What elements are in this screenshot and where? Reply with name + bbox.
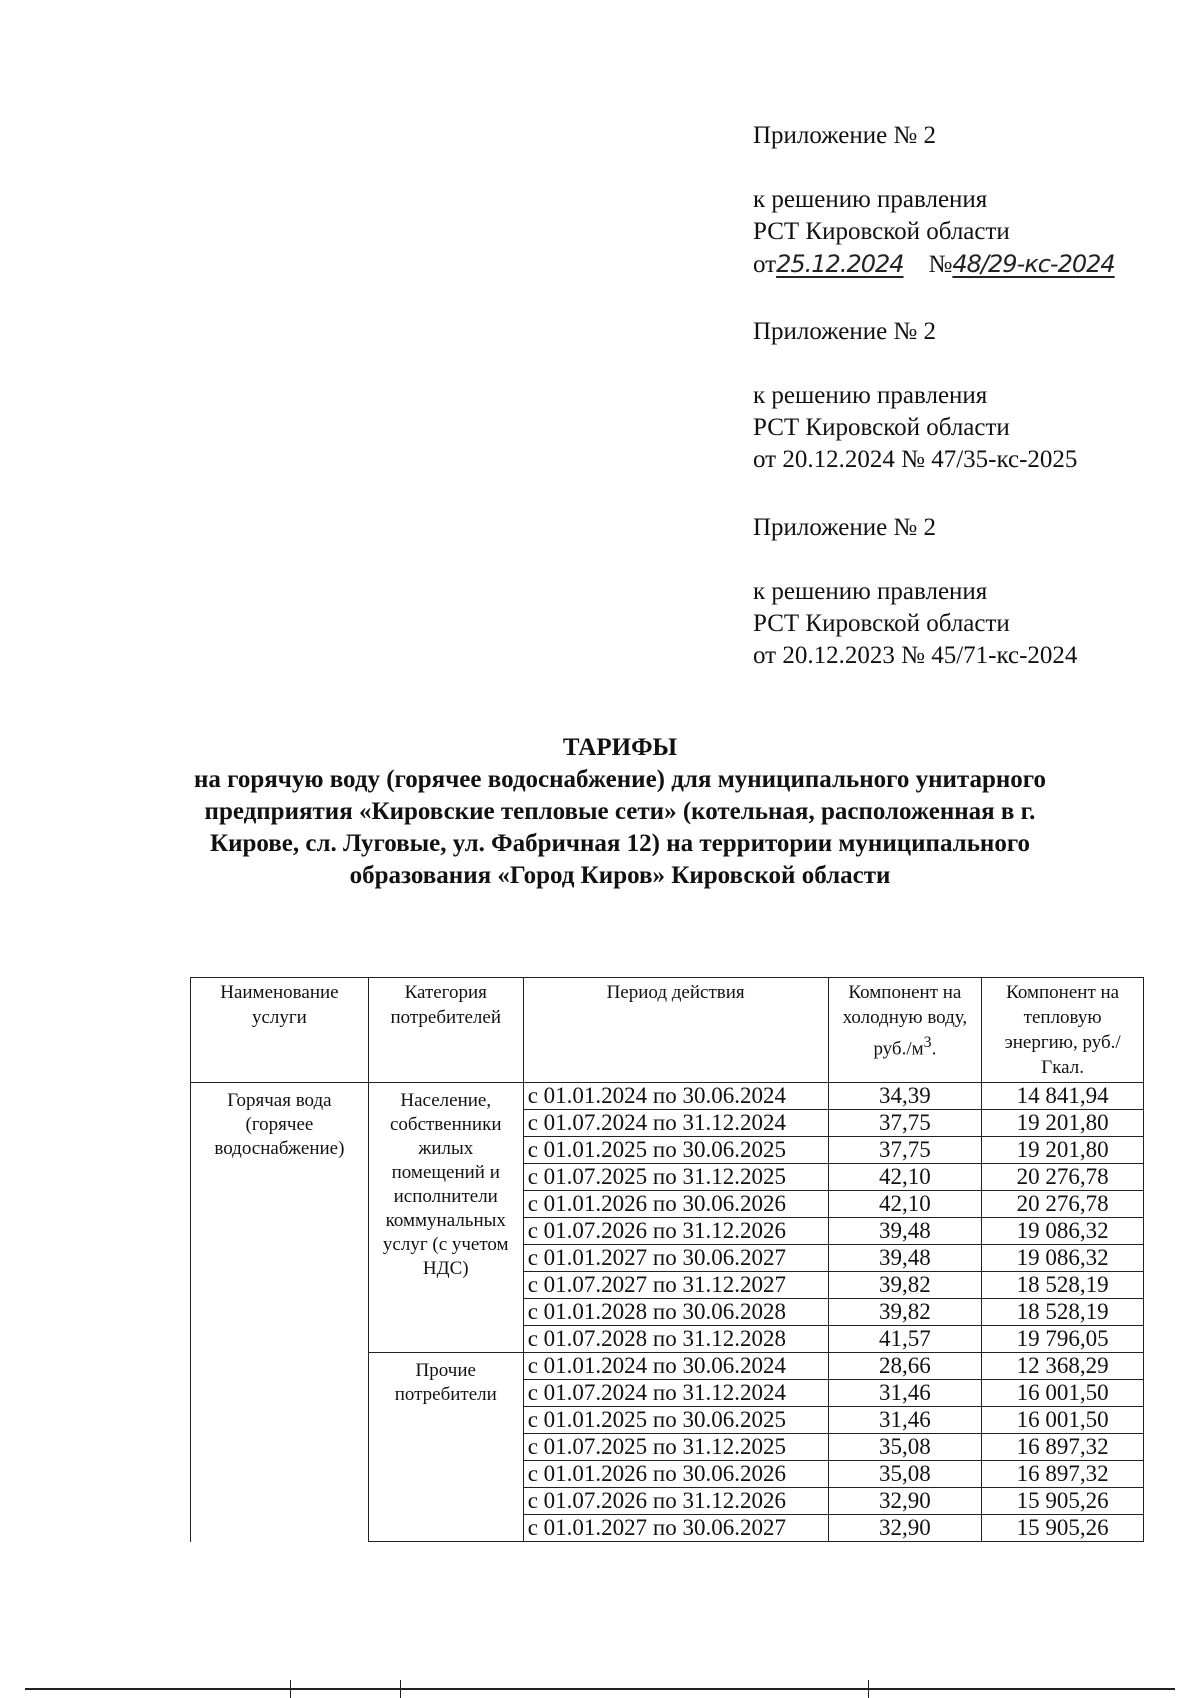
document-heading	[190, 732, 1050, 892]
period-cell: с 01.07.2026 по 31.12.2026	[523, 1218, 828, 1245]
period-cell: с 01.01.2027 по 30.06.2027	[523, 1515, 828, 1542]
appendix-line: к решению правления	[753, 578, 988, 605]
footer-tick	[290, 1680, 291, 1698]
category-cell: Прочие потребители	[368, 1353, 523, 1542]
cold-water-cell: 35,08	[828, 1461, 982, 1488]
heat-cell: 16 001,50	[982, 1380, 1144, 1407]
footer-tick	[400, 1680, 401, 1698]
table-body	[191, 1083, 1144, 1542]
period-cell: с 01.07.2028 по 31.12.2028	[523, 1326, 828, 1353]
appendix-title: Приложение № 2	[753, 514, 937, 541]
period-cell: с 01.07.2026 по 31.12.2026	[523, 1488, 828, 1515]
header-heat: Компонент на тепловую энергию, руб./Гкал.	[982, 978, 1144, 1083]
heat-cell: 18 528,19	[982, 1272, 1144, 1299]
heat-cell: 19 201,80	[982, 1110, 1144, 1137]
period-cell: с 01.07.2025 по 31.12.2025	[523, 1164, 828, 1191]
period-cell: с 01.07.2025 по 31.12.2025	[523, 1434, 828, 1461]
appendix-line: от 20.12.2024 № 47/35-кс-2025	[753, 446, 1078, 473]
heat-cell: 18 528,19	[982, 1299, 1144, 1326]
period-cell: с 01.01.2024 по 30.06.2024	[523, 1353, 828, 1380]
cold-water-cell: 39,48	[828, 1218, 982, 1245]
heading-title: ТАРИФЫ	[562, 734, 678, 761]
period-cell: с 01.01.2025 по 30.06.2025	[523, 1137, 828, 1164]
period-cell: с 01.01.2026 по 30.06.2026	[523, 1461, 828, 1488]
heat-cell: 12 368,29	[982, 1353, 1144, 1380]
cold-water-cell: 28,66	[828, 1353, 982, 1380]
cold-water-cell: 39,82	[828, 1299, 982, 1326]
heat-cell: 15 905,26	[982, 1488, 1144, 1515]
appendix-block-3	[753, 512, 1077, 672]
header-cold-water-text: Компонент на холодную воду, руб./м	[842, 982, 968, 1060]
header-period: Период действия	[523, 978, 828, 1083]
appendix-block-1	[753, 120, 1115, 281]
appendix-date-line	[753, 248, 1115, 281]
appendix-title: Приложение № 2	[753, 318, 937, 345]
cold-water-cell: 39,82	[828, 1272, 982, 1299]
heat-cell: 14 841,94	[982, 1083, 1144, 1110]
cold-water-cell: 42,10	[828, 1191, 982, 1218]
appendix-line: к решению правления	[753, 186, 988, 213]
appendix-line: от 20.12.2023 № 45/71-кс-2024	[753, 642, 1078, 669]
appendix-line: к решению правления	[753, 382, 988, 409]
heat-cell: 19 086,32	[982, 1218, 1144, 1245]
header-cold-water-end: .	[931, 1038, 937, 1060]
period-cell: с 01.01.2028 по 30.06.2028	[523, 1299, 828, 1326]
heat-cell: 20 276,78	[982, 1191, 1144, 1218]
cold-water-cell: 32,90	[828, 1515, 982, 1542]
heat-cell: 19 201,80	[982, 1137, 1144, 1164]
heat-cell: 16 897,32	[982, 1434, 1144, 1461]
period-cell: с 01.01.2025 по 30.06.2025	[523, 1407, 828, 1434]
period-cell: с 01.01.2026 по 30.06.2026	[523, 1191, 828, 1218]
period-cell: с 01.07.2024 по 31.12.2024	[523, 1110, 828, 1137]
heat-cell: 16 001,50	[982, 1407, 1144, 1434]
tariff-table	[190, 977, 1144, 1542]
heading-subtitle: на горячую воду (горячее водоснабжение) для муниципального унитарного предприятия «Кировские тепловые сети» (котельная, расположенная в г. Кирове, сл. Луговые, ул. Фабричная 12) на территории муниципального образования «Город Киров» Кировской области	[193, 766, 1047, 889]
handwritten-number: 48/29-кс-2024	[952, 250, 1115, 278]
header-service: Наименование услуги	[191, 978, 369, 1083]
cold-water-cell: 35,08	[828, 1434, 982, 1461]
period-cell: с 01.07.2027 по 31.12.2027	[523, 1272, 828, 1299]
heat-cell: 19 796,05	[982, 1326, 1144, 1353]
appendix-block-2	[753, 316, 1077, 476]
table-row	[191, 1083, 1144, 1110]
number-prefix: №	[928, 251, 953, 278]
handwritten-date: 25.12.2024	[776, 250, 904, 278]
heat-cell: 16 897,32	[982, 1461, 1144, 1488]
date-prefix: от	[753, 251, 777, 278]
header-cold-water	[828, 978, 982, 1083]
appendix-title: Приложение № 2	[753, 122, 937, 149]
heat-cell: 15 905,26	[982, 1515, 1144, 1542]
cold-water-cell: 31,46	[828, 1380, 982, 1407]
category-cell: Население, собственники жилых помещений и исполнители коммунальных услуг (с учетом НДС)	[368, 1083, 523, 1353]
cold-water-cell: 34,39	[828, 1083, 982, 1110]
period-cell: с 01.01.2027 по 30.06.2027	[523, 1245, 828, 1272]
service-cell: Горячая вода (горячее водоснабжение)	[191, 1083, 369, 1542]
cold-water-cell: 39,48	[828, 1245, 982, 1272]
appendix-line: РСТ Кировской области	[753, 218, 1010, 245]
period-cell: с 01.07.2024 по 31.12.2024	[523, 1380, 828, 1407]
cold-water-cell: 37,75	[828, 1110, 982, 1137]
heat-cell: 19 086,32	[982, 1245, 1144, 1272]
appendix-line: РСТ Кировской области	[753, 610, 1010, 637]
cold-water-cell: 41,57	[828, 1326, 982, 1353]
header-category: Категория потребителей	[368, 978, 523, 1083]
cold-water-cell: 42,10	[828, 1164, 982, 1191]
page-footer-rule	[25, 1688, 1175, 1690]
header-cold-water-sup: 3	[923, 1034, 932, 1051]
cold-water-cell: 31,46	[828, 1407, 982, 1434]
cold-water-cell: 37,75	[828, 1137, 982, 1164]
cold-water-cell: 32,90	[828, 1488, 982, 1515]
heat-cell: 20 276,78	[982, 1164, 1144, 1191]
table-header-row	[191, 978, 1144, 1083]
period-cell: с 01.01.2024 по 30.06.2024	[523, 1083, 828, 1110]
footer-tick	[868, 1680, 869, 1698]
appendix-line: РСТ Кировской области	[753, 414, 1010, 441]
